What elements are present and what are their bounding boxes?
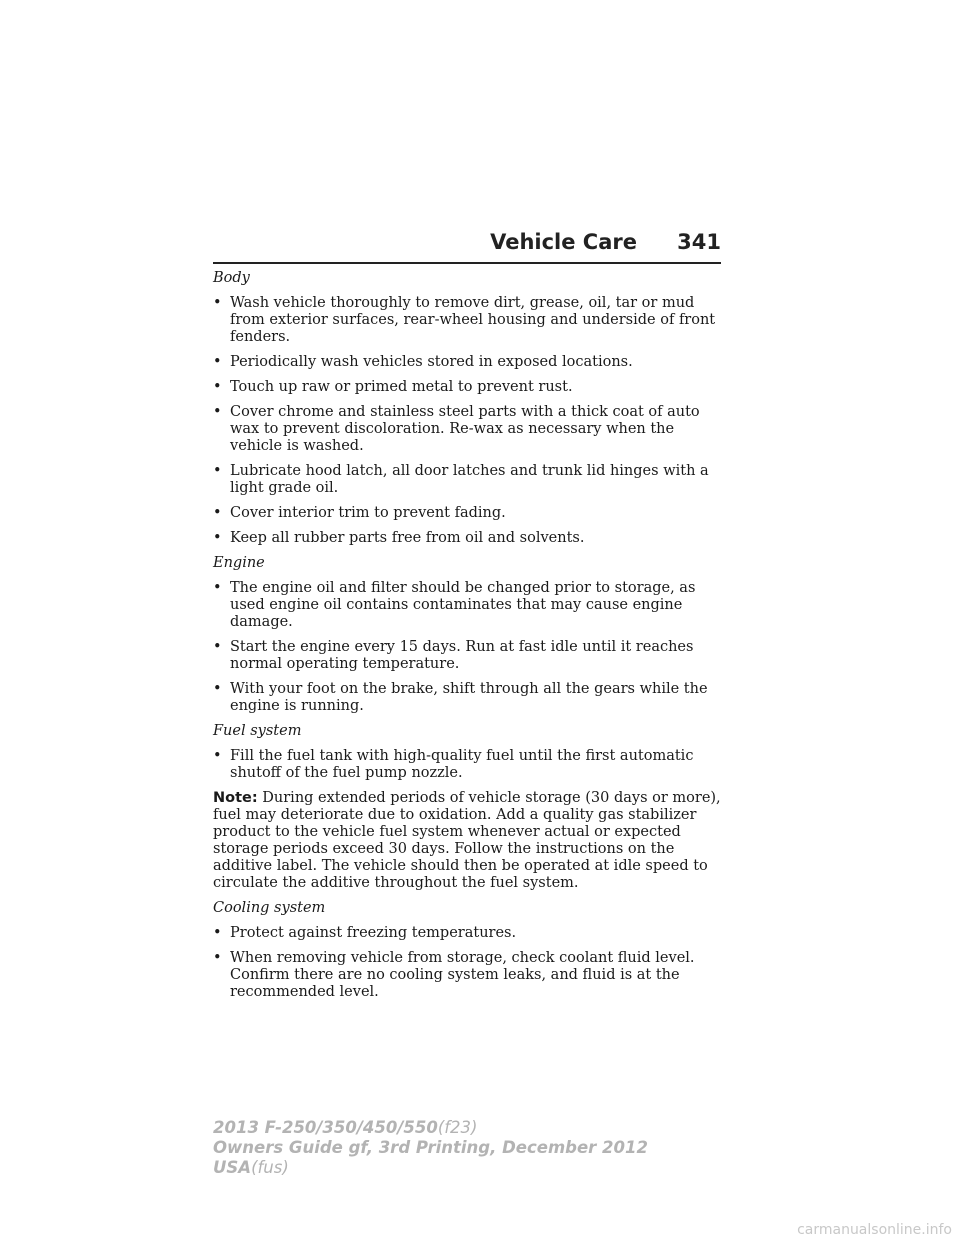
watermark: carmanualsonline.info <box>797 1222 952 1238</box>
bullet-icon: • <box>213 505 222 521</box>
body-list <box>213 295 723 547</box>
bullet-icon: • <box>213 748 222 764</box>
bullet-icon: • <box>213 463 222 479</box>
list-item: • Fill the fuel tank with high-quality fuel until the first automatic shutoff of the fuel pump nozzle. <box>213 748 694 781</box>
fuel-list <box>213 748 723 782</box>
list-item: • Touch up raw or primed metal to prevent rust. <box>213 379 573 395</box>
bullet-icon: • <box>213 530 222 546</box>
bullet-icon: • <box>213 354 222 370</box>
list-item: • With your foot on the brake, shift through all the gears while the engine is running. <box>213 681 708 714</box>
page-footer <box>213 1118 733 1178</box>
list-item: • Wash vehicle thoroughly to remove dirt, grease, oil, tar or mud from exterior surfaces, rear-wheel housing and underside of front fenders. <box>213 295 716 345</box>
note-text: During extended periods of vehicle storage (30 days or more), fuel may deteriorate due to oxidation. Add a quality gas stabilizer product to the vehicle fuel system whenever actual or expected storage periods exceed 30 days. Follow the instructions on the additive label. The vehicle should then be operated at idle speed to circulate the additive throughout the fuel system. <box>213 790 721 891</box>
note-label: Note: <box>213 790 258 806</box>
bullet-icon: • <box>213 950 222 966</box>
bullet-icon: • <box>213 580 222 596</box>
list-item: • The engine oil and filter should be changed prior to storage, as used engine oil contains contaminates that may cause engine damage. <box>213 580 696 630</box>
section-heading-fuel: Fuel system <box>213 723 302 739</box>
bullet-icon: • <box>213 925 222 941</box>
page-number: 341 <box>677 230 721 254</box>
engine-list <box>213 580 723 715</box>
section-heading-engine: Engine <box>213 555 265 571</box>
list-item: • Lubricate hood latch, all door latches and trunk lid hinges with a light grade oil. <box>213 463 709 496</box>
bullet-icon: • <box>213 295 222 311</box>
bullet-icon: • <box>213 681 222 697</box>
bullet-icon: • <box>213 379 222 395</box>
list-item: • Cover chrome and stainless steel parts with a thick coat of auto wax to prevent discoloration. Re-wax as necessary when the vehicle is washed. <box>213 404 700 454</box>
list-item: • Periodically wash vehicles stored in exposed locations. <box>213 354 633 370</box>
footer-line-1: 2013 F-250/350/450/550(f23) <box>213 1118 478 1137</box>
section-heading-cooling: Cooling system <box>213 900 326 916</box>
footer-line-2: Owners Guide gf, 3rd Printing, December 2012 <box>213 1138 648 1157</box>
page-content <box>213 270 723 1009</box>
list-item: • Protect against freezing temperatures. <box>213 925 517 941</box>
page-title: Vehicle Care <box>490 230 637 254</box>
footer-line-3: USA(fus) <box>213 1158 289 1177</box>
list-item: • Cover interior trim to prevent fading. <box>213 505 506 521</box>
bullet-icon: • <box>213 404 222 420</box>
list-item: • Keep all rubber parts free from oil and solvents. <box>213 530 585 546</box>
section-heading-body: Body <box>213 270 250 286</box>
page-header <box>213 230 721 264</box>
fuel-note <box>213 790 723 892</box>
list-item: • When removing vehicle from storage, check coolant fluid level. Confirm there are no cooling system leaks, and fluid is at the recommended level. <box>213 950 695 1000</box>
cooling-list <box>213 925 723 1001</box>
list-item: • Start the engine every 15 days. Run at fast idle until it reaches normal operating temperature. <box>213 639 694 672</box>
bullet-icon: • <box>213 639 222 655</box>
